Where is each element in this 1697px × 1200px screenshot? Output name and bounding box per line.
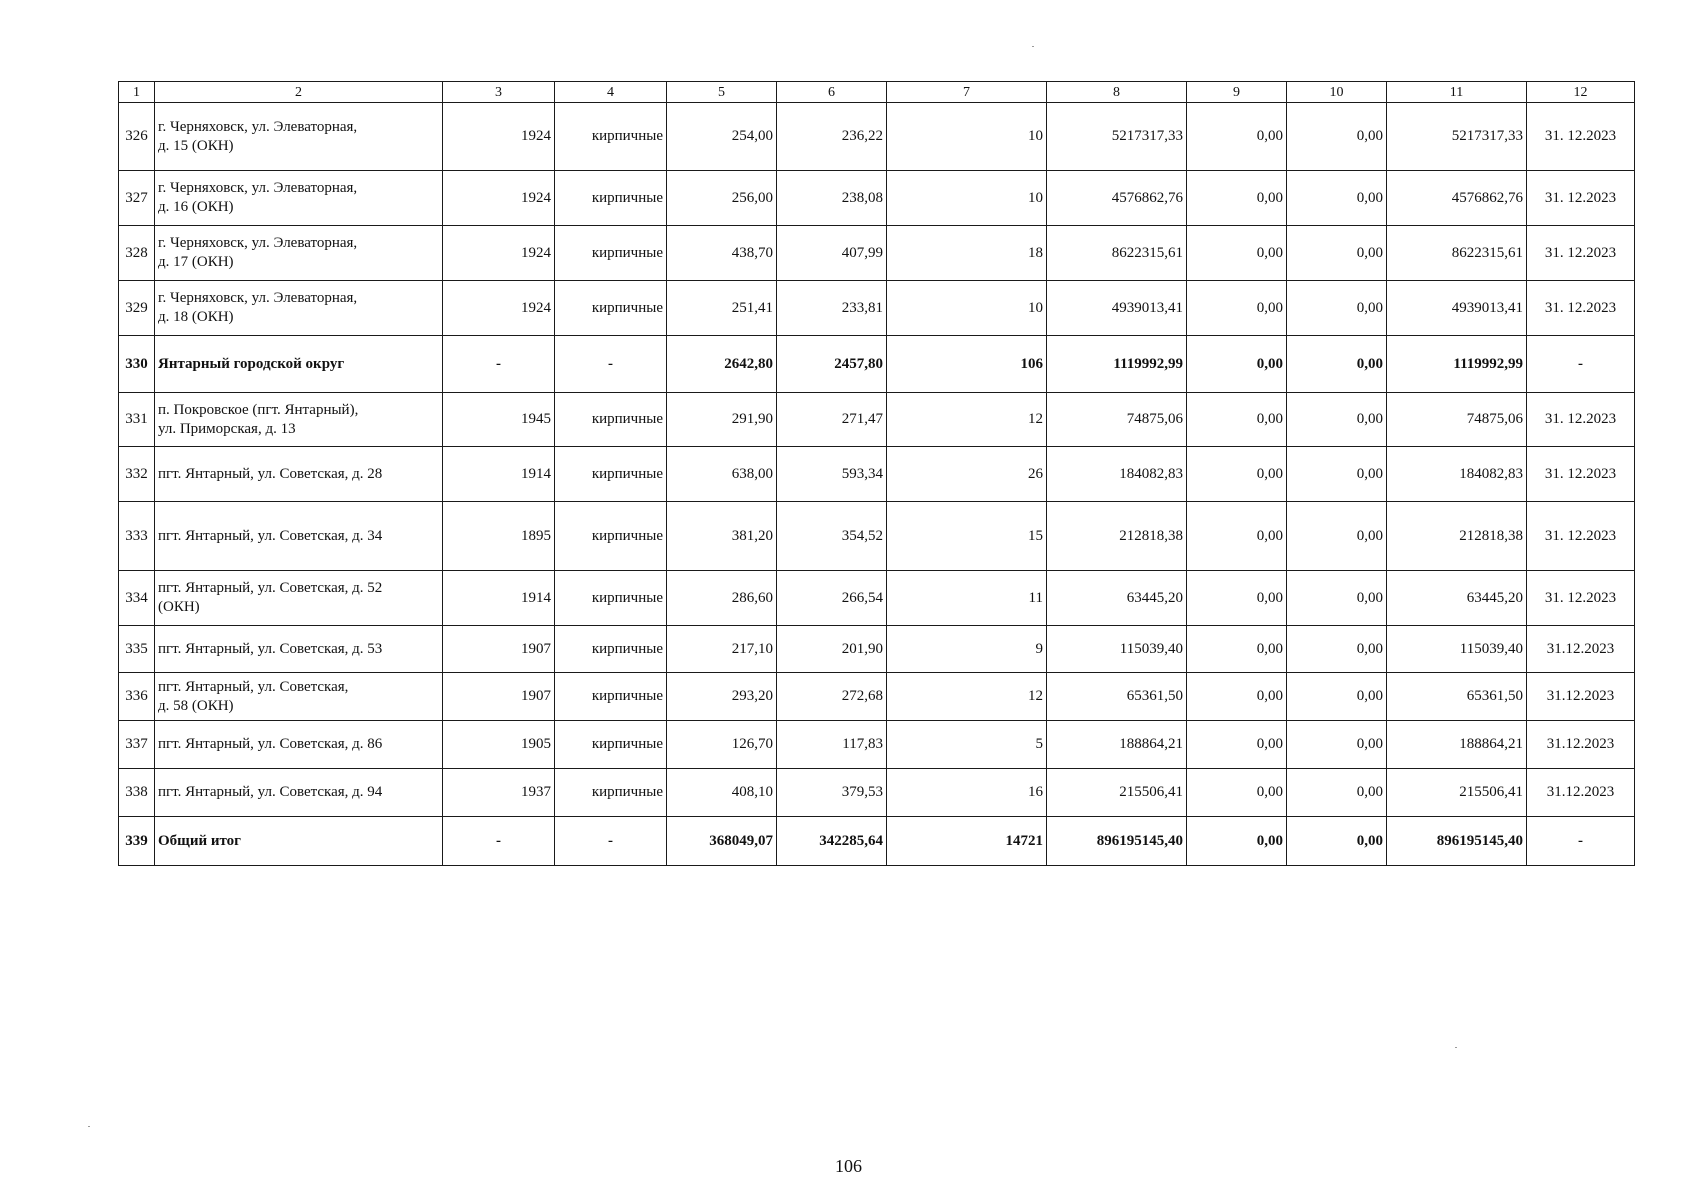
value-cell: 408,10 — [667, 769, 777, 817]
table-row — [119, 626, 1635, 673]
date-cell: 31. 12.2023 — [1527, 571, 1635, 626]
value-cell: 896195145,40 — [1047, 817, 1187, 866]
value-cell: 236,22 — [777, 103, 887, 171]
value-cell: 0,00 — [1187, 226, 1287, 281]
address-line: Общий итог — [158, 832, 241, 849]
table-row — [119, 393, 1635, 447]
value-cell: 0,00 — [1187, 502, 1287, 571]
value-cell: 4939013,41 — [1387, 281, 1527, 336]
address-line: (ОКН) — [158, 599, 200, 615]
value-cell: 11 — [887, 571, 1047, 626]
value-cell: 0,00 — [1287, 171, 1387, 226]
year-cell: 1907 — [443, 626, 555, 673]
address-line: ул. Приморская, д. 13 — [158, 420, 296, 437]
value-cell: 381,20 — [667, 502, 777, 571]
table-row — [119, 281, 1635, 336]
address-cell — [155, 103, 443, 171]
address-cell — [155, 571, 443, 626]
address-line: д. 15 (ОКН) — [158, 137, 234, 154]
value-cell: 0,00 — [1287, 721, 1387, 769]
value-cell: 0,00 — [1287, 626, 1387, 673]
value-cell: 0,00 — [1287, 281, 1387, 336]
value-cell: 10 — [887, 103, 1047, 171]
address-line: пгт. Янтарный, ул. Советская, д. 28 — [158, 465, 383, 482]
address-line: д. 58 (ОКН) — [158, 697, 234, 714]
value-cell: 217,10 — [667, 626, 777, 673]
value-cell: 18 — [887, 226, 1047, 281]
date-cell: 31. 12.2023 — [1527, 226, 1635, 281]
table-row-total — [119, 336, 1635, 393]
column-number: 10 — [1287, 82, 1387, 103]
table-row — [119, 103, 1635, 171]
address-line: пгт. Янтарный, ул. Советская, д. 86 — [158, 736, 383, 752]
address-line: Янтарный городской округ — [158, 355, 345, 372]
value-cell: 0,00 — [1187, 447, 1287, 502]
address-cell — [155, 336, 443, 393]
year-cell: 1924 — [443, 226, 555, 281]
material-cell: кирпичные — [555, 673, 667, 721]
value-cell: 74875,06 — [1387, 393, 1527, 447]
date-cell: 31. 12.2023 — [1527, 103, 1635, 171]
value-cell: 896195145,40 — [1387, 817, 1527, 866]
value-cell: 286,60 — [667, 571, 777, 626]
value-cell: 0,00 — [1287, 817, 1387, 866]
date-cell: 31. 12.2023 — [1527, 393, 1635, 447]
value-cell: 0,00 — [1187, 626, 1287, 673]
value-cell: 0,00 — [1187, 336, 1287, 393]
value-cell: 115039,40 — [1387, 626, 1527, 673]
value-cell: 254,00 — [667, 103, 777, 171]
value-cell: 0,00 — [1187, 817, 1287, 866]
value-cell: 65361,50 — [1387, 673, 1527, 721]
value-cell: 10 — [887, 171, 1047, 226]
value-cell: 126,70 — [667, 721, 777, 769]
value-cell: 0,00 — [1287, 447, 1387, 502]
value-cell: 8622315,61 — [1047, 226, 1187, 281]
page-number: 106 — [835, 1156, 862, 1176]
column-number: 12 — [1527, 82, 1635, 103]
address-cell — [155, 673, 443, 721]
year-cell: 1914 — [443, 571, 555, 626]
year-cell: 1924 — [443, 103, 555, 171]
table-row — [119, 171, 1635, 226]
value-cell: 0,00 — [1287, 336, 1387, 393]
table-row — [119, 673, 1635, 721]
value-cell: 9 — [887, 626, 1047, 673]
date-cell: 31. 12.2023 — [1527, 502, 1635, 571]
material-cell: кирпичные — [555, 502, 667, 571]
value-cell: 8622315,61 — [1387, 226, 1527, 281]
date-cell: 31.12.2023 — [1527, 626, 1635, 673]
value-cell: 201,90 — [777, 626, 887, 673]
table-row — [119, 571, 1635, 626]
material-cell: кирпичные — [555, 626, 667, 673]
value-cell: 1119992,99 — [1387, 336, 1527, 393]
value-cell: 10 — [887, 281, 1047, 336]
column-number: 6 — [777, 82, 887, 103]
value-cell: 2457,80 — [777, 336, 887, 393]
value-cell: 74875,06 — [1047, 393, 1187, 447]
scan-speck — [1032, 46, 1034, 47]
value-cell: 0,00 — [1287, 393, 1387, 447]
material-cell: кирпичные — [555, 769, 667, 817]
material-cell: кирпичные — [555, 721, 667, 769]
value-cell: 63445,20 — [1387, 571, 1527, 626]
value-cell: 354,52 — [777, 502, 887, 571]
value-cell: 379,53 — [777, 769, 887, 817]
row-number: 335 — [119, 626, 155, 673]
column-number: 2 — [155, 82, 443, 103]
address-cell — [155, 626, 443, 673]
table-row-total — [119, 817, 1635, 866]
table-row — [119, 721, 1635, 769]
column-number: 5 — [667, 82, 777, 103]
value-cell: 0,00 — [1187, 673, 1287, 721]
value-cell: 5217317,33 — [1387, 103, 1527, 171]
row-number: 327 — [119, 171, 155, 226]
address-line: г. Черняховск, ул. Элеваторная, — [158, 180, 358, 196]
year-cell: 1924 — [443, 171, 555, 226]
value-cell: 0,00 — [1187, 769, 1287, 817]
value-cell: 212818,38 — [1047, 502, 1187, 571]
row-number: 328 — [119, 226, 155, 281]
value-cell: 291,90 — [667, 393, 777, 447]
address-line: п. Покровское (пгт. Янтарный), — [158, 401, 359, 418]
material-cell: - — [555, 817, 667, 866]
row-number: 336 — [119, 673, 155, 721]
value-cell: 266,54 — [777, 571, 887, 626]
housing-registry-table — [118, 81, 1635, 866]
year-cell: 1937 — [443, 769, 555, 817]
row-number: 330 — [119, 336, 155, 393]
year-cell: 1914 — [443, 447, 555, 502]
table-body — [119, 103, 1635, 866]
value-cell: 0,00 — [1287, 571, 1387, 626]
year-cell: 1895 — [443, 502, 555, 571]
value-cell: 184082,83 — [1047, 447, 1187, 502]
value-cell: 14721 — [887, 817, 1047, 866]
date-cell: 31. 12.2023 — [1527, 171, 1635, 226]
address-cell — [155, 226, 443, 281]
value-cell: 4576862,76 — [1387, 171, 1527, 226]
address-line: д. 16 (ОКН) — [158, 199, 234, 215]
value-cell: 63445,20 — [1047, 571, 1187, 626]
material-cell: кирпичные — [555, 393, 667, 447]
address-cell — [155, 769, 443, 817]
address-line: пгт. Янтарный, ул. Советская, — [158, 678, 349, 695]
value-cell: 293,20 — [667, 673, 777, 721]
value-cell: 0,00 — [1187, 571, 1287, 626]
column-number-row — [119, 82, 1635, 103]
value-cell: 117,83 — [777, 721, 887, 769]
row-number: 333 — [119, 502, 155, 571]
value-cell: 106 — [887, 336, 1047, 393]
table-row — [119, 769, 1635, 817]
row-number: 338 — [119, 769, 155, 817]
date-cell: 31.12.2023 — [1527, 721, 1635, 769]
row-number: 339 — [119, 817, 155, 866]
value-cell: 256,00 — [667, 171, 777, 226]
material-cell: кирпичные — [555, 281, 667, 336]
address-line: пгт. Янтарный, ул. Советская, д. 94 — [158, 784, 383, 800]
column-number: 7 — [887, 82, 1047, 103]
value-cell: 0,00 — [1187, 281, 1287, 336]
date-cell: 31. 12.2023 — [1527, 281, 1635, 336]
value-cell: 0,00 — [1287, 502, 1387, 571]
value-cell: 4939013,41 — [1047, 281, 1187, 336]
value-cell: 188864,21 — [1387, 721, 1527, 769]
value-cell: 15 — [887, 502, 1047, 571]
address-line: д. 18 (ОКН) — [158, 309, 234, 325]
value-cell: 0,00 — [1187, 103, 1287, 171]
value-cell: 212818,38 — [1387, 502, 1527, 571]
row-number: 331 — [119, 393, 155, 447]
row-number: 329 — [119, 281, 155, 336]
value-cell: 188864,21 — [1047, 721, 1187, 769]
value-cell: 638,00 — [667, 447, 777, 502]
value-cell: 215506,41 — [1047, 769, 1187, 817]
table-row — [119, 502, 1635, 571]
value-cell: 342285,64 — [777, 817, 887, 866]
value-cell: 0,00 — [1187, 721, 1287, 769]
row-number: 326 — [119, 103, 155, 171]
address-line: пгт. Янтарный, ул. Советская, д. 34 — [158, 527, 383, 544]
year-cell: 1905 — [443, 721, 555, 769]
address-line: г. Черняховск, ул. Элеваторная, — [158, 118, 358, 135]
value-cell: 233,81 — [777, 281, 887, 336]
value-cell: 5 — [887, 721, 1047, 769]
address-line: пгт. Янтарный, ул. Советская, д. 53 — [158, 640, 383, 657]
year-cell: - — [443, 817, 555, 866]
value-cell: 271,47 — [777, 393, 887, 447]
date-cell: - — [1527, 817, 1635, 866]
year-cell: 1924 — [443, 281, 555, 336]
value-cell: 115039,40 — [1047, 626, 1187, 673]
value-cell: 0,00 — [1187, 393, 1287, 447]
address-line: д. 17 (ОКН) — [158, 254, 234, 270]
scan-speck — [1455, 1047, 1457, 1048]
value-cell: 0,00 — [1287, 769, 1387, 817]
value-cell: 0,00 — [1287, 673, 1387, 721]
address-cell — [155, 171, 443, 226]
value-cell: 272,68 — [777, 673, 887, 721]
value-cell: 2642,80 — [667, 336, 777, 393]
material-cell: кирпичные — [555, 571, 667, 626]
value-cell: 215506,41 — [1387, 769, 1527, 817]
year-cell: 1945 — [443, 393, 555, 447]
value-cell: 12 — [887, 673, 1047, 721]
value-cell: 0,00 — [1287, 103, 1387, 171]
value-cell: 16 — [887, 769, 1047, 817]
address-cell — [155, 393, 443, 447]
column-number: 8 — [1047, 82, 1187, 103]
value-cell: 438,70 — [667, 226, 777, 281]
column-number: 4 — [555, 82, 667, 103]
value-cell: 251,41 — [667, 281, 777, 336]
year-cell: 1907 — [443, 673, 555, 721]
address-cell — [155, 721, 443, 769]
date-cell: 31.12.2023 — [1527, 673, 1635, 721]
material-cell: кирпичные — [555, 171, 667, 226]
address-cell — [155, 281, 443, 336]
date-cell: 31.12.2023 — [1527, 769, 1635, 817]
material-cell: кирпичные — [555, 447, 667, 502]
year-cell: - — [443, 336, 555, 393]
value-cell: 4576862,76 — [1047, 171, 1187, 226]
column-number: 11 — [1387, 82, 1527, 103]
address-line: пгт. Янтарный, ул. Советская, д. 52 — [158, 580, 383, 596]
scan-speck — [88, 1126, 90, 1127]
date-cell: 31. 12.2023 — [1527, 447, 1635, 502]
value-cell: 26 — [887, 447, 1047, 502]
value-cell: 12 — [887, 393, 1047, 447]
registry-sheet — [118, 81, 1634, 866]
column-number: 3 — [443, 82, 555, 103]
value-cell: 593,34 — [777, 447, 887, 502]
address-line: г. Черняховск, ул. Элеваторная, — [158, 290, 358, 306]
value-cell: 1119992,99 — [1047, 336, 1187, 393]
row-number: 332 — [119, 447, 155, 502]
material-cell: - — [555, 336, 667, 393]
address-cell — [155, 502, 443, 571]
address-cell — [155, 447, 443, 502]
value-cell: 238,08 — [777, 171, 887, 226]
material-cell: кирпичные — [555, 226, 667, 281]
value-cell: 0,00 — [1287, 226, 1387, 281]
row-number: 337 — [119, 721, 155, 769]
value-cell: 407,99 — [777, 226, 887, 281]
value-cell: 65361,50 — [1047, 673, 1187, 721]
value-cell: 184082,83 — [1387, 447, 1527, 502]
value-cell: 5217317,33 — [1047, 103, 1187, 171]
value-cell: 0,00 — [1187, 171, 1287, 226]
row-number: 334 — [119, 571, 155, 626]
column-number: 9 — [1187, 82, 1287, 103]
column-number: 1 — [119, 82, 155, 103]
table-row — [119, 226, 1635, 281]
table-row — [119, 447, 1635, 502]
address-line: г. Черняховск, ул. Элеваторная, — [158, 235, 358, 251]
address-cell — [155, 817, 443, 866]
date-cell: - — [1527, 336, 1635, 393]
material-cell: кирпичные — [555, 103, 667, 171]
value-cell: 368049,07 — [667, 817, 777, 866]
